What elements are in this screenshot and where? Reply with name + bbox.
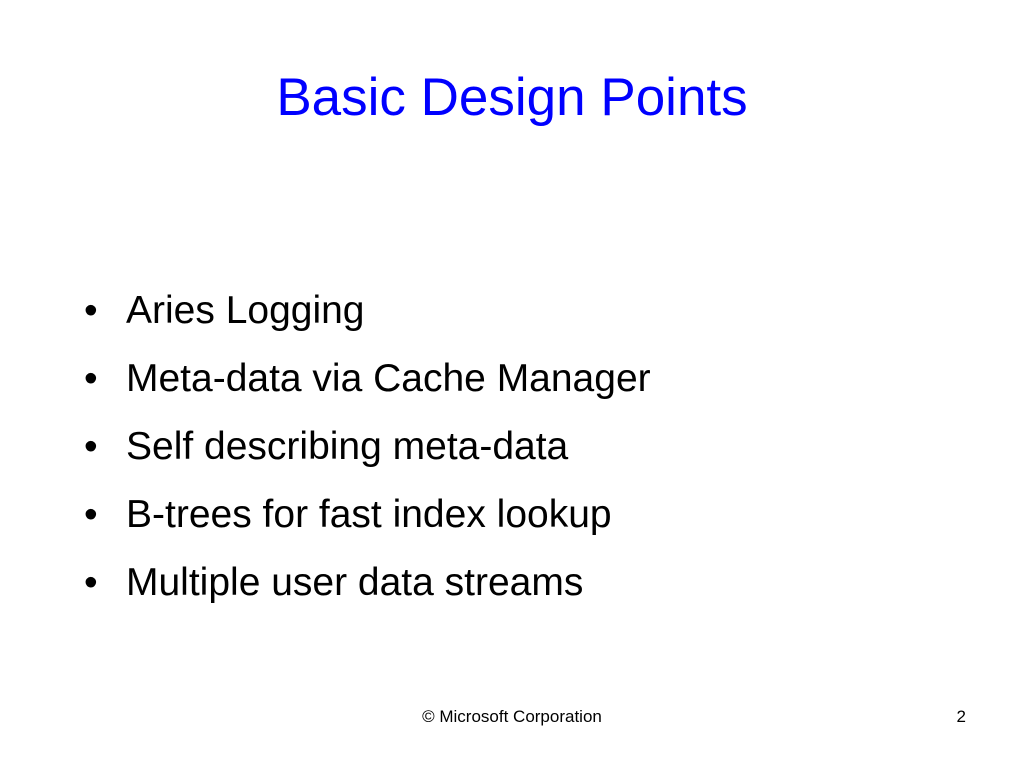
bullet-icon: • bbox=[84, 493, 98, 536]
bullet-list bbox=[84, 277, 651, 617]
footer-copyright: © Microsoft Corporation bbox=[422, 707, 602, 726]
page-number: 2 bbox=[956, 707, 966, 726]
bullet-text: Self describing meta-data bbox=[126, 425, 569, 468]
bullet-item bbox=[84, 481, 651, 549]
bullet-icon: • bbox=[84, 289, 98, 332]
bullet-item bbox=[84, 549, 651, 617]
bullet-text: Meta-data via Cache Manager bbox=[126, 357, 651, 400]
bullet-icon: • bbox=[84, 357, 98, 400]
bullet-text: Aries Logging bbox=[126, 289, 365, 332]
bullet-item bbox=[84, 345, 651, 413]
bullet-icon: • bbox=[84, 561, 98, 604]
bullet-item bbox=[84, 277, 651, 345]
slide-title: Basic Design Points bbox=[276, 68, 748, 127]
bullet-item bbox=[84, 413, 651, 481]
bullet-text: B-trees for fast index lookup bbox=[126, 493, 612, 536]
bullet-text: Multiple user data streams bbox=[126, 561, 584, 604]
bullet-icon: • bbox=[84, 425, 98, 468]
